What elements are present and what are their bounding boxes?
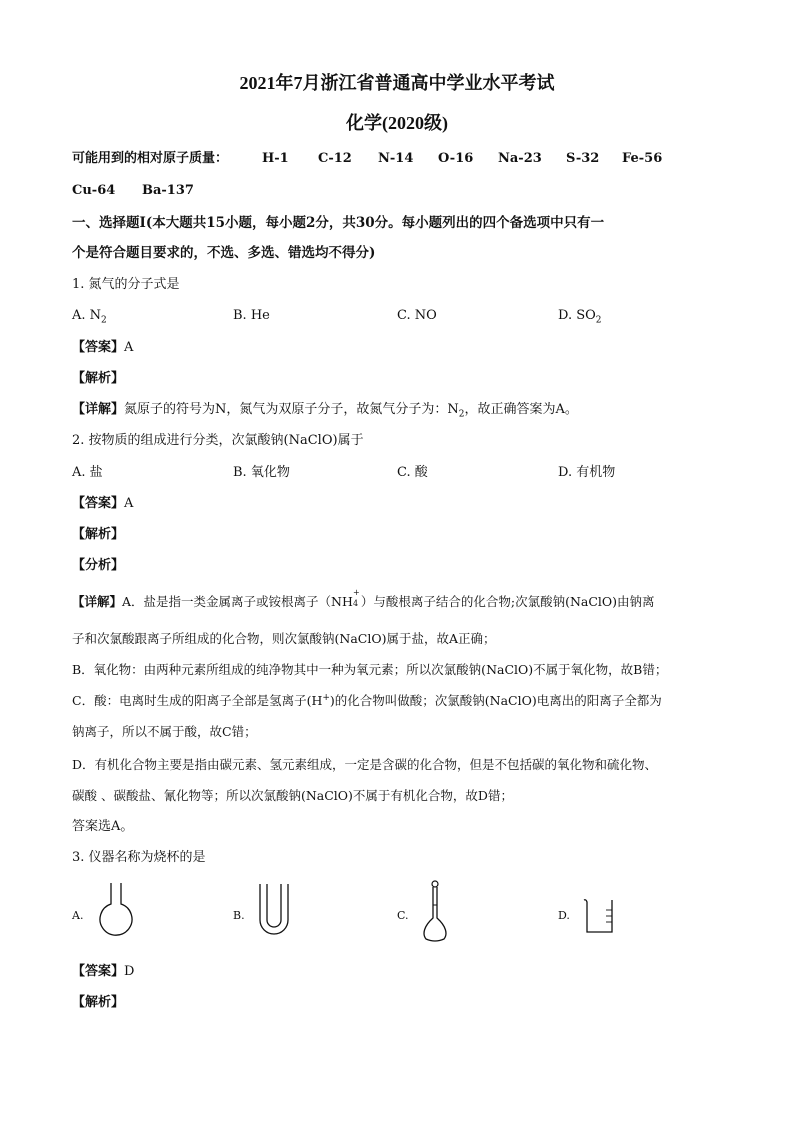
ammonium-formula — [331, 588, 360, 611]
option-a: A. — [72, 909, 84, 922]
question-3-answer — [72, 963, 134, 981]
page-title: 2021年7月浙江省普通高中学业水平考试 — [239, 73, 555, 93]
detail-text-end: ）与酸根离子结合的化合物;次氯酸钠(NaClO)由钠离 — [360, 594, 655, 609]
option-a — [72, 307, 107, 325]
detail-tag: 【详解】 — [72, 594, 123, 609]
question-3-stem: 3. 仪器名称为烧杯的是 — [72, 850, 206, 865]
question-2-detail-7: 碳酸 、碳酸盐、氰化物等；所以次氯酸钠(NaClO)不属于有机化合物，故D错； — [72, 788, 513, 803]
nh4-sup: + — [353, 588, 360, 597]
option-a: A. 盐 — [72, 465, 103, 480]
question-1-detail — [72, 401, 578, 419]
answer-value: D — [124, 964, 135, 979]
option-d: D. — [558, 909, 570, 922]
question-2-analysis-tag: 【解析】 — [72, 527, 125, 542]
option-c: C. — [397, 909, 409, 922]
volumetric-flask-icon — [418, 878, 452, 946]
detail-sub: 2 — [458, 409, 465, 420]
detail-text: C．酸：电离时生成的阳离子全部是氢离子(H — [72, 693, 323, 708]
question-2-detail-6: D．有机化合物主要是指由碳元素、氢元素组成，一定是含碳的化合物，但是不包括碳的氧化物和硫化物、 — [72, 757, 658, 772]
answer-tag: 【答案】 — [72, 964, 125, 979]
round-bottom-flask-icon — [94, 880, 138, 944]
answer-tag: 【答案】 — [72, 340, 125, 355]
atomic-mass-item: Na-23 — [498, 151, 542, 166]
option-b: B. He — [233, 308, 270, 323]
atomic-mass-item: H-1 — [262, 151, 289, 166]
option-a-sub: 2 — [101, 315, 107, 326]
question-2-detail-3: B．氧化物：由两种元素所组成的纯净物其中一种为氧元素；所以次氯酸钠(NaClO)不属于氧化物，故B错； — [72, 662, 668, 677]
option-b: B. — [233, 909, 245, 922]
question-3-analysis-tag: 【解析】 — [72, 995, 125, 1010]
option-a-text: A. N — [72, 308, 102, 323]
detail-text-end: ，故正确答案为A。 — [464, 402, 578, 417]
option-d-sub: 2 — [595, 315, 602, 326]
option-d: D. 有机物 — [558, 465, 616, 480]
question-1-stem: 1. 氮气的分子式是 — [72, 277, 180, 292]
detail-text: 氮原子的符号为N，氮气为双原子分子，故氮气分子为：N — [124, 402, 459, 417]
atomic-mass-label: 可能用到的相对原子质量： — [72, 151, 229, 166]
nh4-sub: 4 — [353, 599, 359, 608]
detail-tag: 【详解】 — [72, 402, 125, 417]
section-heading-cont: 个是符合题目要求的，不选、多选、错选均不得分) — [72, 245, 376, 261]
question-2-fenxi-tag: 【分析】 — [72, 558, 125, 573]
question-2-detail-5: 钠离子，所以不属于酸，故C错； — [72, 724, 257, 739]
option-d-text: D. SO — [558, 308, 596, 323]
answer-value: A — [124, 340, 134, 355]
question-2-detail-1 — [72, 588, 655, 611]
question-2-detail-2: 子和次氯酸跟离子所组成的化合物，则次氯酸钠(NaClO)属于盐，故A正确； — [72, 631, 496, 646]
atomic-mass-item: C-12 — [318, 151, 352, 166]
option-d — [558, 307, 602, 325]
detail-text-end: )的化合物叫做酸；次氯酸钠(NaClO)电离出的阳离子全都为 — [329, 693, 662, 708]
atomic-mass-item: Cu-64 — [72, 183, 116, 198]
page-subtitle: 化学(2020级) — [346, 113, 448, 133]
atomic-mass-item: S-32 — [566, 151, 600, 166]
u-tube-icon — [256, 882, 292, 940]
section-heading: 一、选择题Ⅰ(本大题共15小题，每小题2分，共30分。每小题列出的四个备选项中只有一 — [72, 215, 605, 231]
atomic-mass-item: Ba-137 — [142, 183, 194, 198]
atomic-mass-item: Fe-56 — [622, 151, 663, 166]
question-2-detail-4 — [72, 692, 662, 710]
answer-tag: 【答案】 — [72, 496, 125, 511]
question-2-stem: 2. 按物质的组成进行分类，次氯酸钠(NaClO)属于 — [72, 433, 364, 448]
question-1-analysis-tag: 【解析】 — [72, 371, 125, 386]
option-c: C. 酸 — [397, 465, 428, 480]
option-b: B. 氧化物 — [233, 465, 290, 480]
nh4-base: NH — [331, 594, 353, 609]
detail-text: A．盐是指一类金属离子或铵根离子（ — [122, 594, 332, 609]
question-1-answer — [72, 339, 133, 357]
option-c: C. NO — [397, 308, 437, 323]
answer-value: A — [124, 496, 134, 511]
atomic-mass-item: O-16 — [438, 151, 474, 166]
beaker-icon — [582, 896, 616, 936]
question-2-answer — [72, 495, 133, 513]
detail-sup: + — [322, 692, 330, 703]
atomic-mass-item: N-14 — [378, 151, 414, 166]
question-2-conclusion: 答案选A。 — [72, 819, 134, 834]
